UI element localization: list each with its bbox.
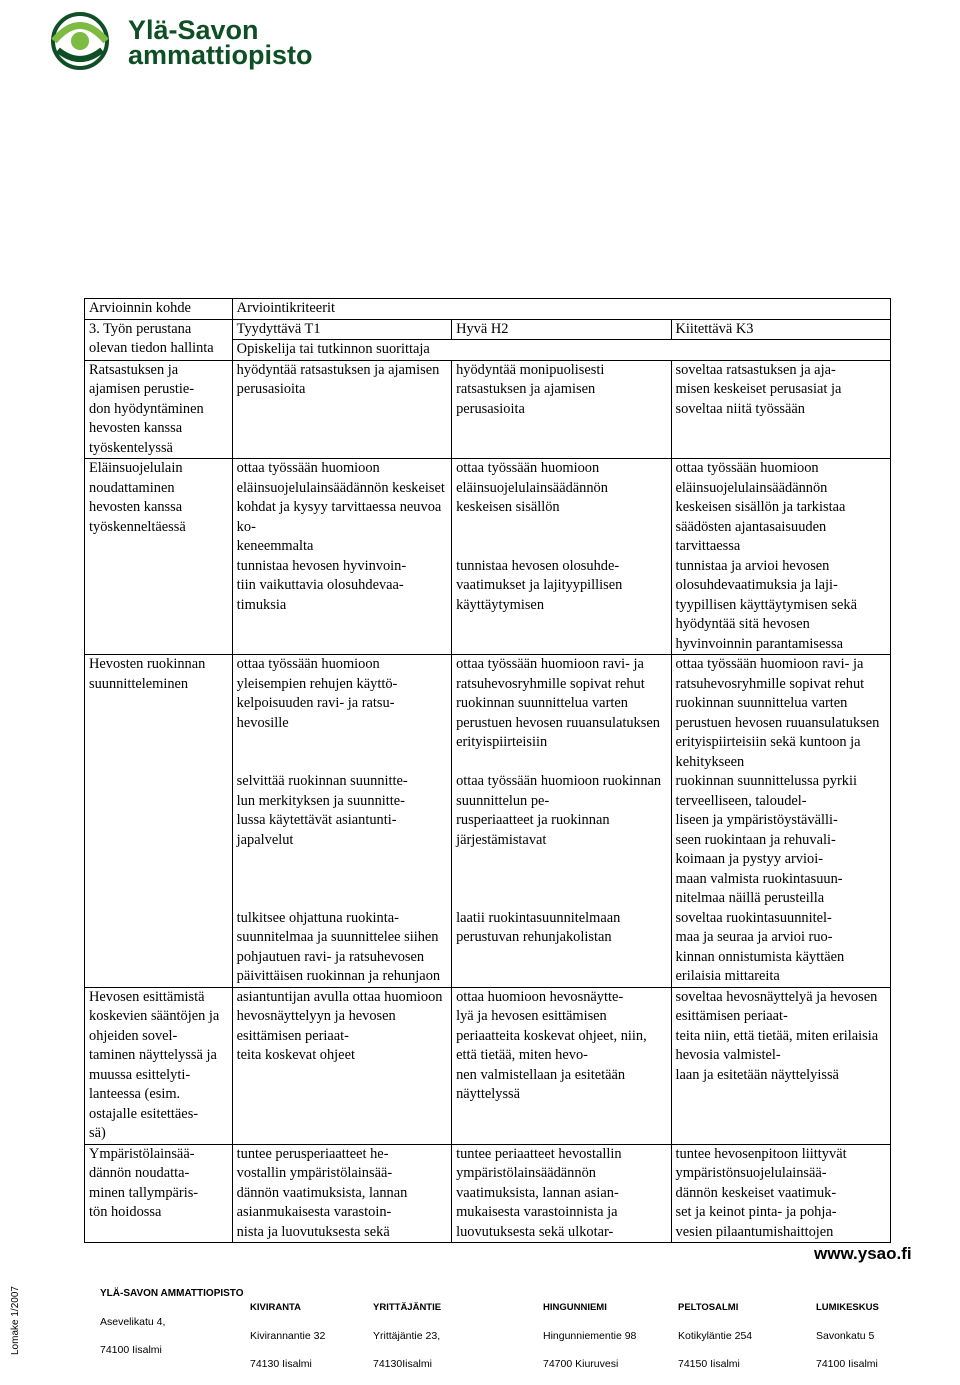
form-code: Lomake 1/2007 xyxy=(10,1286,21,1355)
footer-unit-street: Savonkatu 5 xyxy=(816,1330,875,1342)
footer-unit-street: Kivirannantie 32 xyxy=(250,1330,326,1342)
footer-unit xyxy=(373,1287,441,1385)
k3-text: soveltaa ruokintasuunnitel- maa ja seuraa ja arvioi ruo- kinnan onnistumista käyttäen erilaisia mittareita xyxy=(675,909,845,984)
h2-text: laatii ruokintasuunnitelmaan perustuvan rehunjakolistan xyxy=(456,909,621,945)
h2-text: ottaa työssään huomioon ruokinnan suunnittelun pe- rusperiaatteet ja ruokinnan järjestämistavat xyxy=(456,773,662,848)
subject-text: Ympäristölainsää- dännön noudatta- minen tallympäris- tön hoidossa xyxy=(89,1145,199,1220)
topic-text: 3. Työn perustana olevan tiedon hallinta xyxy=(89,320,214,356)
table-row xyxy=(85,360,891,459)
levels-row xyxy=(85,319,891,340)
table-row xyxy=(85,459,891,557)
h2-text: ottaa työssään huomioon eläinsuojelulainsäädännön keskeisen sisällön xyxy=(456,460,608,515)
k3-cell xyxy=(671,1144,890,1243)
h2-cell xyxy=(452,360,671,459)
footer-unit-city: 74150 Iisalmi xyxy=(678,1358,740,1370)
h2-text: ottaa työssään huomioon ravi- ja ratsuhevosryhmille sopivat rehut ruokinnan suunnittelua varten perustuen hevosen ruuansulatuksen erityispiirteisiin xyxy=(456,656,660,750)
k3-text: ottaa työssään huomioon eläinsuojelulainsäädännön keskeisen sisällön ja tarkistaa säädösten ajantasaisuuden tarvittaessa xyxy=(675,460,846,554)
footer-unit-name: YRITTÄJÄNTIE xyxy=(373,1302,442,1313)
k3-text: ruokinnan suunnittelussa pyrkii terveelliseen, taloudel- liseen ja ympäristöystävälli- seen ruokintaan ja rehuvali- koimaan ja pystyy arvioi- maan valmista ruokintasuun- nitelmaa näillä perusteilla xyxy=(675,773,857,906)
logo-line-1: Ylä-Savon xyxy=(128,15,259,45)
logo-line-2: ammattiopisto xyxy=(128,40,313,70)
header-target: Arvioinnin kohde xyxy=(85,299,233,320)
t1-cell xyxy=(232,459,451,557)
level-t1: Tyydyttävä T1 xyxy=(232,319,451,340)
subject-cell xyxy=(85,655,233,988)
k3-cell xyxy=(671,360,890,459)
subject-cell xyxy=(85,459,233,655)
subject-cell xyxy=(85,360,233,459)
h2-cell xyxy=(452,987,671,1144)
t1-cell xyxy=(232,987,451,1144)
k3-cell xyxy=(671,655,890,773)
t1-text: tunnistaa hevosen hyvinvoin- tiin vaikuttavia olosuhdevaa- timuksia xyxy=(236,557,407,613)
footer-main-address xyxy=(100,1301,165,1371)
t1-text: selvittää ruokinnan suunnitte- lun merkityksen ja suunnitte- lussa käytettävät asiantunti- japalvelut xyxy=(236,773,408,848)
footer-unit-name: LUMIKESKUS xyxy=(816,1302,879,1313)
k3-cell xyxy=(671,459,890,557)
h2-cell xyxy=(452,459,671,557)
footer-unit xyxy=(678,1287,752,1385)
h2-text: tuntee periaatteet hevostallin ympäristölainsäädännön vaatimuksista, lannan asian- mukaisesta varastoinnista ja luovutuksesta sekä ulkotar- xyxy=(456,1145,622,1240)
table-row xyxy=(85,1144,891,1243)
k3-text: tunnistaa ja arvioi hevosen olosuhdevaatimuksia ja laji- tyypillisen käyttäytymisen sekä hyödyntää sitä hevosen hyvinvoinnin parantamisessa xyxy=(675,557,857,652)
footer-unit-street: Kotikyläntie 254 xyxy=(678,1330,753,1342)
k3-text: soveltaa hevosnäyttelyä ja hevosen esittämisen periaat- teita niin, että tietää, miten erilaisia hevosia valmistel- laan ja esitetään näyttelyissä xyxy=(675,988,879,1083)
footer-unit-street: Hingunniementie 98 xyxy=(543,1330,637,1342)
logo-emblem-icon xyxy=(40,10,120,72)
k3-cell xyxy=(671,987,890,1144)
h2-cell xyxy=(452,1144,671,1243)
k3-cell xyxy=(671,557,890,655)
h2-cell xyxy=(452,772,671,909)
k3-cell xyxy=(671,772,890,909)
subject-cell xyxy=(85,1144,233,1243)
footer-main-street: Asevelikatu 4, xyxy=(100,1316,166,1328)
footer-unit xyxy=(816,1287,879,1385)
h2-cell xyxy=(452,557,671,655)
subject-text: Eläinsuojelulain noudattaminen hevosten kanssa työskenneltäessä xyxy=(89,460,186,535)
footer-unit-name: HINGUNNIEMI xyxy=(543,1302,607,1313)
t1-text: ottaa työssään huomioon yleisempien rehujen käyttö- kelpoisuuden ravi- ja ratsu- hevosille xyxy=(236,656,398,731)
footer-unit-city: 74130Iisalmi xyxy=(373,1358,432,1370)
t1-text: hyödyntää ratsastuksen ja ajamisen perusasioita xyxy=(236,361,440,397)
footer-unit-city: 74130 Iisalmi xyxy=(250,1358,312,1370)
t1-cell xyxy=(232,360,451,459)
t1-cell xyxy=(232,1144,451,1243)
subject-cell xyxy=(85,987,233,1144)
h2-cell xyxy=(452,909,671,988)
footer-unit-city: 74700 Kiuruvesi xyxy=(543,1358,619,1370)
h2-cell xyxy=(452,655,671,773)
table-row xyxy=(85,987,891,1144)
t1-text: tuntee perusperiaatteet he- vostallin ympäristölainsää- dännön vaatimuksista, lannan asianmukaisesta varastoin- nista ja luovutuksesta sekä xyxy=(236,1145,408,1240)
k3-cell xyxy=(671,909,890,988)
t1-text: tulkitsee ohjattuna ruokinta- suunnitelmaa ja suunnittelee siihen pohjautuen ravi- ja ratsuhevosen päivittäisen ruokinnan ja rehunjaon xyxy=(236,909,441,984)
t1-text: asiantuntijan avulla ottaa huomioon hevosnäyttelyyn ja hevosen esittämisen periaat- teita koskevat ohjeet xyxy=(236,988,443,1063)
footer-unit-street: Yrittäjäntie 23, xyxy=(373,1330,441,1342)
footer-unit xyxy=(543,1287,636,1385)
subject-text: Hevosen esittämistä koskevien sääntöjen ja ohjeiden sovel- taminen näyttelyssä ja muussa esittelyti- lanteessa (esim. ostajalle esitettäes- sä) xyxy=(89,988,220,1141)
topic-cell xyxy=(85,319,233,360)
level-k3: Kiitettävä K3 xyxy=(671,319,890,340)
table-row xyxy=(85,655,891,773)
h2-text: tunnistaa hevosen olosuhde- vaatimukset ja lajityypillisen käyttäytymisen xyxy=(456,557,623,613)
subheader-cell: Opiskelija tai tutkinnon suorittaja xyxy=(232,340,890,361)
k3-text: tuntee hevosenpitoon liittyvät ympäristönsuojelulainsää- dännön keskeiset vaatimuk- set ja keinot pinta- ja pohja- vesien pilaantumishaittojen xyxy=(675,1145,847,1240)
k3-text: soveltaa ratsastuksen ja aja- misen keskeiset perusasiat ja soveltaa niitä työssään xyxy=(675,361,842,417)
t1-cell xyxy=(232,655,451,773)
t1-text: ottaa työssään huomioon eläinsuojelulainsäädännön keskeiset kohdat ja kysyy tarvittaessa neuvoa ko- keneemmalta xyxy=(236,460,445,554)
h2-text: ottaa huomioon hevosnäytte- lyä ja hevosen esittämisen periaatteita koskevat ohjeet, niin, että tietää, miten hevo- nen valmistellaan ja esitetään näyttelyssä xyxy=(456,988,647,1102)
t1-cell xyxy=(232,772,451,909)
subject-text: Ratsastuksen ja ajamisen perustie- don hyödyntäminen hevosten kanssa työskentelyssä xyxy=(89,361,204,456)
subject-text: Hevosten ruokinnan suunnitteleminen xyxy=(89,656,206,692)
footer-unit-city: 74100 Iisalmi xyxy=(816,1358,878,1370)
t1-cell xyxy=(232,557,451,655)
k3-text: ottaa työssään huomioon ravi- ja ratsuhevosryhmille sopivat rehut ruokinnan suunnittelua varten perustuen hevosen ruuansulatuksen erityispiirteisiin sekä kuntoon ja kehitykseen xyxy=(675,656,880,770)
logo-wordmark xyxy=(128,15,313,70)
footer-main-city: 74100 Iisalmi xyxy=(100,1344,162,1356)
table-header-row xyxy=(85,299,891,320)
footer-unit xyxy=(250,1287,325,1385)
h2-text: hyödyntää monipuolisesti ratsastuksen ja ajamisen perusasioita xyxy=(456,361,605,417)
footer-unit-name: KIVIRANTA xyxy=(250,1302,302,1313)
footer-brand: YLÄ-SAVON AMMATTIOPISTO xyxy=(100,1288,244,1299)
level-h2: Hyvä H2 xyxy=(452,319,671,340)
t1-cell xyxy=(232,909,451,988)
footer-unit-name: PELTOSALMI xyxy=(678,1302,739,1313)
website-link[interactable]: www.ysao.fi xyxy=(814,1244,912,1263)
header-criteria: Arviointikriteerit xyxy=(232,299,890,320)
criteria-table xyxy=(84,298,891,1243)
